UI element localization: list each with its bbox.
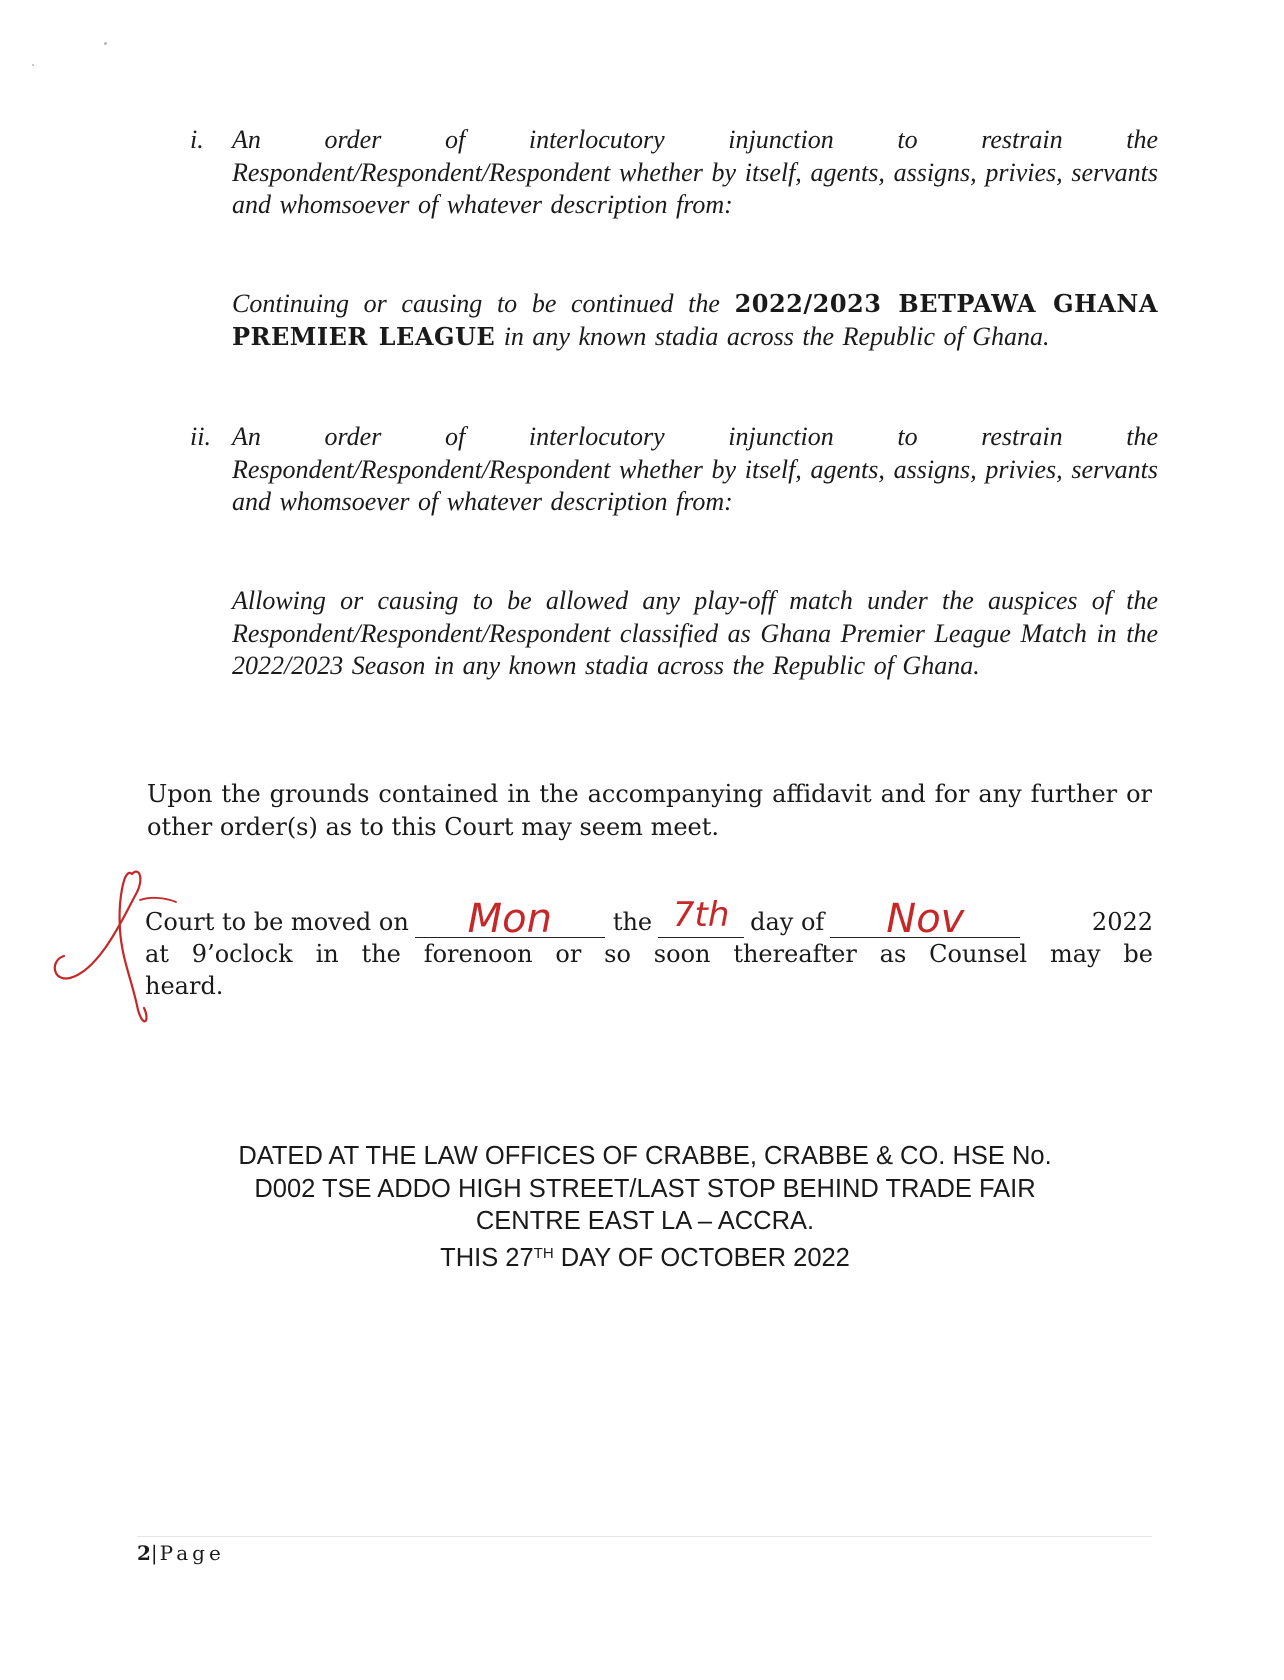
year: 2022	[1091, 908, 1153, 936]
footer-rule	[137, 1536, 1152, 1537]
court-motion-line-3: heard.	[145, 972, 224, 1000]
handwritten-day: Mon	[467, 896, 552, 942]
order-item-i-subject	[232, 288, 1158, 353]
handwritten-month: Nov	[886, 896, 965, 942]
scan-speck	[104, 42, 107, 45]
order-item-number: ii.	[190, 422, 211, 451]
dated-suffix: DAY OF OCTOBER 2022	[553, 1243, 850, 1272]
court-motion-line	[145, 895, 1153, 942]
date-blank	[658, 895, 744, 938]
order-item-number: i.	[190, 125, 204, 154]
order-item-text: An order of interlocutory injunction to restrain the Respondent/Respondent/Respondent whether by itself, agents, assigns, privies, servants and whomsoever of whatever description from:	[232, 422, 1158, 516]
dated-line-2: D002 TSE ADDO HIGH STREET/LAST STOP BEHIND TRADE FAIR	[254, 1174, 1036, 1203]
subject-text-after: in any known stadia across the Republic of Ghana.	[495, 321, 1050, 351]
dated-line-4	[150, 1238, 1140, 1275]
day-of-label: day of	[750, 908, 825, 936]
scan-speck	[32, 64, 34, 66]
month-blank	[830, 896, 1020, 942]
signature-mark	[40, 860, 180, 1030]
court-prefix: Court to be moved on	[145, 908, 409, 936]
page-footer	[137, 1541, 225, 1565]
dated-block	[150, 1140, 1140, 1274]
page-separator: |	[150, 1541, 158, 1565]
dated-line-1: DATED AT THE LAW OFFICES OF CRABBE, CRABBE & CO. HSE No.	[238, 1142, 1052, 1170]
page-number: 2	[137, 1541, 151, 1565]
order-item-ii	[190, 421, 1158, 519]
court-motion-paragraph	[145, 895, 1153, 1002]
court-motion-line-2: at 9’oclock in the forenoon or so soon thereafter as Counsel may be	[145, 940, 1153, 968]
page-label: Page	[159, 1541, 225, 1565]
dated-prefix: THIS 27	[440, 1243, 534, 1272]
the-label: the	[612, 908, 653, 936]
order-item-ii-subject: Allowing or causing to be allowed any play-off match under the auspices of the Respondent/Respondent/Respondent classified as Ghana Premier League Match in the 2022/2023 Season in any known stadia across the Republic of Ghana.	[232, 586, 1158, 680]
subject-text-before: Continuing or causing to be continued the	[232, 289, 735, 318]
order-item-i	[190, 124, 1158, 222]
dated-line-3: CENTRE EAST LA – ACCRA.	[475, 1207, 815, 1235]
grounds-paragraph: Upon the grounds contained in the accompanying affidavit and for any further or other order(s) as to this Court may seem meet.	[147, 780, 1152, 841]
dated-ordinal: TH	[533, 1244, 554, 1262]
handwritten-date: 7th	[672, 895, 730, 935]
league-name: 2022/2023 BETPAWA GHANA PREMIER LEAGUE	[232, 289, 1158, 351]
order-item-text: An order of interlocutory injunction to restrain the Respondent/Respondent/Respondent whether by itself, agents, assigns, privies, servants and whomsoever of whatever description from:	[232, 125, 1158, 219]
day-blank	[415, 896, 605, 942]
